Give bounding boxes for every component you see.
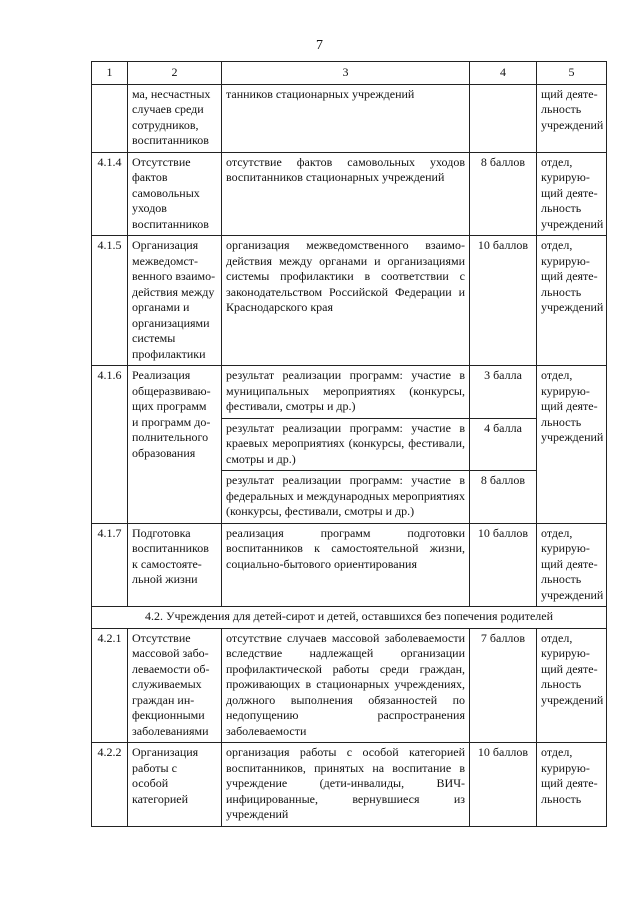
table-row xyxy=(92,743,607,827)
item-number: 4.1.4 xyxy=(92,152,128,236)
item-number: 4.2.2 xyxy=(92,743,128,827)
criterion-text: организация работы с особой категорией воспитанников, принятых на воспитание в учреждение (дети-инвалиды, ВИЧ-инфицированные, вернувшиеся из учреждений xyxy=(222,743,470,827)
header-col-2: 2 xyxy=(128,62,222,85)
criterion-points: 10 баллов xyxy=(470,236,537,366)
item-number: 4.1.6 xyxy=(92,366,128,524)
table-row xyxy=(92,236,607,366)
indicator-name: Организация работы с особой категорией xyxy=(128,743,222,827)
indicator-name: Отсутствие фактов самовольных уходов воспитанников xyxy=(128,152,222,236)
header-col-5: 5 xyxy=(537,62,607,85)
indicator-name: Подготовка воспитанников к самостояте- льной жизни xyxy=(128,523,222,607)
criterion-points: 4 балла xyxy=(470,418,537,471)
criterion-text: результат реализации программ: участие в краевых мероприятиях (конкурсы, фестивали, смотры и др.) xyxy=(222,418,470,471)
criteria-table xyxy=(91,61,607,827)
table-row xyxy=(92,152,607,236)
page-number: 7 xyxy=(316,38,323,53)
indicator-name: Отсутствие массовой забо- леваемости об- служиваемых граждан ин- фекционными заболеваниями xyxy=(128,628,222,743)
criterion-text: танников стационарных учреждений xyxy=(222,84,470,152)
item-number: 4.1.7 xyxy=(92,523,128,607)
section-row xyxy=(92,607,607,629)
criterion-points: 10 баллов xyxy=(470,523,537,607)
criterion-text: отсутствие случаев массовой заболеваемости вследствие надлежащей организации профилактической работы среди граждан, проживающих в стационарных учреждениях, должного выполнения обязанностей по недопущению распространения заболеваемости xyxy=(222,628,470,743)
header-col-1: 1 xyxy=(92,62,128,85)
table-row xyxy=(92,523,607,607)
responsible-unit: отдел, курирую- щий деяте- льность учреждений xyxy=(537,236,607,366)
table-row xyxy=(92,84,607,152)
criterion-text: организация межведомственного взаимо-действия между органами и организациями системы профилактики в соответствии с законодательством Российской Федерации и Краснодарского края xyxy=(222,236,470,366)
criterion-text: реализация программ подготовки воспитанников к самостоятельной жизни, социально-бытового ориентирования xyxy=(222,523,470,607)
section-title: 4.2. Учреждения для детей-сирот и детей, оставшихся без попечения родителей xyxy=(92,607,607,629)
responsible-unit: отдел, курирую- щий деяте- льность учреждений xyxy=(537,366,607,524)
header-col-4: 4 xyxy=(470,62,537,85)
indicator-name: Реализация общеразвиваю- щих программ и программ до- полнительного образования xyxy=(128,366,222,524)
item-number: 4.1.5 xyxy=(92,236,128,366)
table-row xyxy=(92,628,607,743)
table-body xyxy=(92,84,607,826)
indicator-name: Организация межведомст- венного взаимо- действия между органами и организациями системы профилактики xyxy=(128,236,222,366)
criterion-points: 7 баллов xyxy=(470,628,537,743)
criterion-points xyxy=(470,84,537,152)
criterion-text: отсутствие фактов самовольных уходов воспитанников стационарных учреждений xyxy=(222,152,470,236)
header-row xyxy=(92,62,607,85)
responsible-unit: отдел, курирую- щий деяте- льность учреждений xyxy=(537,628,607,743)
criterion-text: результат реализации программ: участие в муниципальных мероприятиях (конкурсы, фестивали, смотры и др.) xyxy=(222,366,470,419)
criterion-points: 10 баллов xyxy=(470,743,537,827)
responsible-unit: отдел, курирую- щий деяте- льность учреждений xyxy=(537,523,607,607)
responsible-unit: отдел, курирую- щий деяте- льность учреждений xyxy=(537,152,607,236)
responsible-unit: отдел, курирую- щий деяте- льность xyxy=(537,743,607,827)
header-col-3: 3 xyxy=(222,62,470,85)
item-number xyxy=(92,84,128,152)
criterion-points: 8 баллов xyxy=(470,152,537,236)
item-number: 4.2.1 xyxy=(92,628,128,743)
criterion-points: 8 баллов xyxy=(470,471,537,524)
criterion-points: 3 балла xyxy=(470,366,537,419)
criterion-text: результат реализации программ: участие в федеральных и международных мероприятиях (конкурсы, фестивали, смотры и др.) xyxy=(222,471,470,524)
table-row xyxy=(92,366,607,419)
indicator-name: ма, несчастных случаев среди сотрудников, воспитанников xyxy=(128,84,222,152)
responsible-unit: щий деяте- льность учреждений xyxy=(537,84,607,152)
